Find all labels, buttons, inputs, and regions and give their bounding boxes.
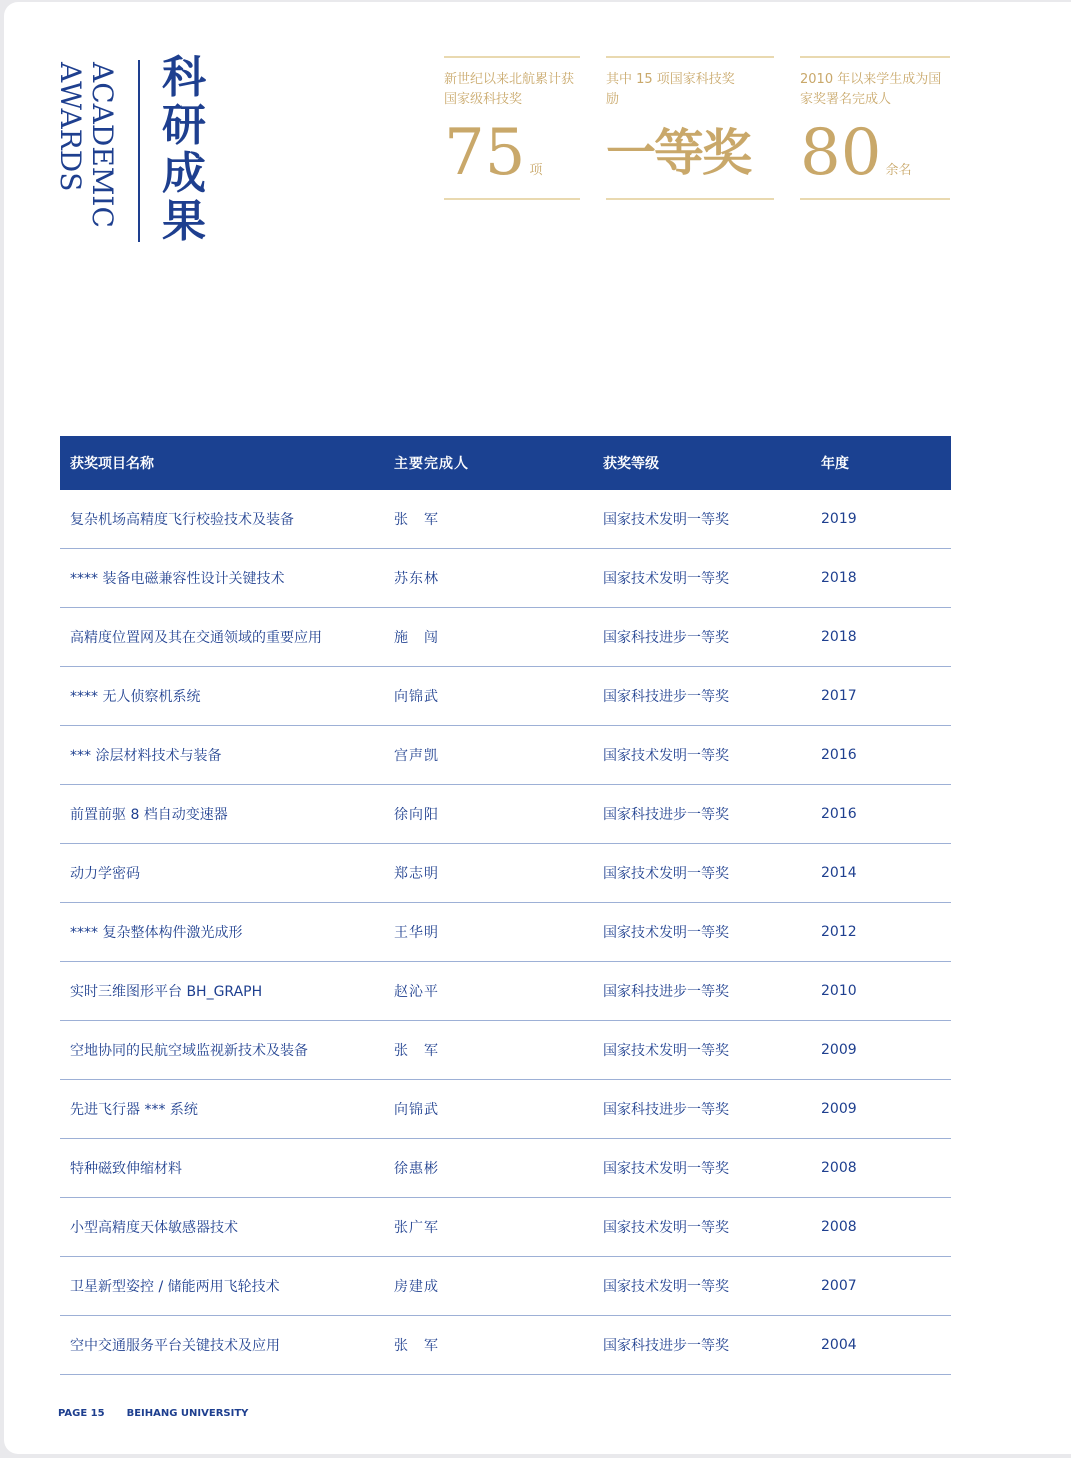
cell-project: 特种磁致伸缩材料 — [70, 1161, 182, 1177]
stat-value-block — [606, 118, 750, 188]
cell-project: 动力学密码 — [70, 866, 140, 882]
cell-project: 前置前驱 8 档自动变速器 — [70, 807, 228, 823]
cell-project: **** 无人侦察机系统 — [70, 689, 201, 705]
cell-person: 郑志明 — [394, 866, 439, 882]
cell-person: 徐惠彬 — [394, 1161, 439, 1177]
stat-value: 80 — [800, 116, 882, 190]
title-divider — [138, 60, 140, 242]
cell-person: 张 军 — [394, 512, 439, 528]
cell-project: *** 涂层材料技术与装备 — [70, 748, 222, 764]
cell-person: 赵沁平 — [394, 984, 439, 1000]
stat-student-winners — [800, 56, 950, 200]
cell-year: 2014 — [821, 865, 857, 881]
cell-project: 卫星新型姿控 / 储能两用飞轮技术 — [70, 1279, 280, 1295]
stat-first-prize — [606, 56, 774, 200]
cell-year: 2004 — [821, 1337, 857, 1353]
cell-level: 国家科技进步一等奖 — [603, 984, 729, 1000]
table-row — [60, 1316, 951, 1375]
table-row — [60, 903, 951, 962]
cell-project: 实时三维图形平台 BH_GRAPH — [70, 984, 263, 1000]
cell-level: 国家技术发明一等奖 — [603, 925, 729, 941]
cell-person: 向锦武 — [394, 1102, 439, 1118]
table-row — [60, 549, 951, 608]
cell-year: 2012 — [821, 924, 857, 940]
table-row — [60, 1139, 951, 1198]
cell-level: 国家技术发明一等奖 — [603, 571, 729, 587]
page-footer — [58, 1408, 248, 1419]
table-row — [60, 1198, 951, 1257]
stat-awards-total — [444, 56, 580, 200]
cell-project: 复杂机场高精度飞行校验技术及装备 — [70, 512, 294, 528]
awards-table — [60, 436, 951, 1375]
table-row — [60, 962, 951, 1021]
cell-level: 国家科技进步一等奖 — [603, 1338, 729, 1354]
page-number: PAGE 15 — [58, 1408, 105, 1419]
stat-value: 一等奖 — [606, 123, 750, 182]
table-row — [60, 844, 951, 903]
cell-project: 空地协同的民航空域监视新技术及装备 — [70, 1043, 308, 1059]
cell-year: 2010 — [821, 983, 857, 999]
table-row — [60, 1080, 951, 1139]
cell-project: 空中交通服务平台关键技术及应用 — [70, 1338, 280, 1354]
cell-person: 施 闯 — [394, 630, 439, 646]
cell-project: 小型高精度天体敏感器技术 — [70, 1220, 238, 1236]
table-row — [60, 1021, 951, 1080]
english-title: ACADEMIC AWARDS — [54, 62, 119, 228]
cell-person: 王华明 — [394, 925, 439, 941]
stat-value: 75 — [444, 116, 526, 190]
cell-level: 国家科技进步一等奖 — [603, 689, 729, 705]
stat-unit: 项 — [529, 163, 543, 178]
table-row — [60, 1257, 951, 1316]
footer-organization: BEIHANG UNIVERSITY — [126, 1408, 249, 1419]
cell-level: 国家科技进步一等奖 — [603, 630, 729, 646]
cell-level: 国家技术发明一等奖 — [603, 1043, 729, 1059]
table-row — [60, 490, 951, 549]
cell-project: 先进飞行器 *** 系统 — [70, 1102, 198, 1118]
header-year: 年度 — [821, 456, 849, 472]
stat-value-block — [444, 118, 542, 188]
stat-desc: 其中 15 项国家科技奖励 — [606, 72, 735, 107]
cell-project: **** 装备电磁兼容性设计关键技术 — [70, 571, 285, 587]
cell-person: 徐向阳 — [394, 807, 439, 823]
cell-year: 2009 — [821, 1101, 857, 1117]
cell-year: 2019 — [821, 511, 857, 527]
cell-year: 2016 — [821, 806, 857, 822]
cell-person: 张广军 — [394, 1220, 439, 1236]
cell-level: 国家技术发明一等奖 — [603, 1279, 729, 1295]
cell-level: 国家技术发明一等奖 — [603, 1220, 729, 1236]
header-level: 获奖等级 — [603, 456, 659, 472]
cell-level: 国家技术发明一等奖 — [603, 866, 729, 882]
cell-person: 张 军 — [394, 1043, 439, 1059]
table-body — [60, 490, 951, 1375]
cell-year: 2016 — [821, 747, 857, 763]
table-row — [60, 785, 951, 844]
stat-desc: 2010 年以来学生成为国家奖署名完成人 — [800, 72, 942, 107]
table-row — [60, 667, 951, 726]
table-row — [60, 608, 951, 667]
header-person: 主要完成人 — [394, 456, 469, 472]
cell-year: 2009 — [821, 1042, 857, 1058]
cell-project: 高精度位置网及其在交通领域的重要应用 — [70, 630, 322, 646]
header-project: 获奖项目名称 — [70, 456, 154, 472]
cell-person: 张 军 — [394, 1338, 439, 1354]
table-header — [60, 436, 951, 490]
cell-year: 2008 — [821, 1160, 857, 1176]
document-page — [4, 2, 1071, 1454]
stat-desc: 新世纪以来北航累计获国家级科技奖 — [444, 72, 575, 107]
cell-person: 房建成 — [394, 1279, 439, 1295]
table-row — [60, 726, 951, 785]
cell-year: 2018 — [821, 629, 857, 645]
cell-person: 苏东林 — [394, 571, 439, 587]
stat-value-block — [800, 118, 911, 188]
cell-year: 2018 — [821, 570, 857, 586]
cell-year: 2017 — [821, 688, 857, 704]
cell-level: 国家技术发明一等奖 — [603, 748, 729, 764]
cell-level: 国家技术发明一等奖 — [603, 1161, 729, 1177]
chinese-title: 科研成果 — [162, 52, 206, 247]
cell-year: 2008 — [821, 1219, 857, 1235]
cell-level: 国家科技进步一等奖 — [603, 1102, 729, 1118]
cell-person: 宫声凯 — [394, 748, 439, 764]
cell-project: **** 复杂整体构件激光成形 — [70, 925, 243, 941]
stat-unit: 余名 — [885, 163, 912, 178]
cell-level: 国家科技进步一等奖 — [603, 807, 729, 823]
cell-year: 2007 — [821, 1278, 857, 1294]
cell-level: 国家技术发明一等奖 — [603, 512, 729, 528]
cell-person: 向锦武 — [394, 689, 439, 705]
